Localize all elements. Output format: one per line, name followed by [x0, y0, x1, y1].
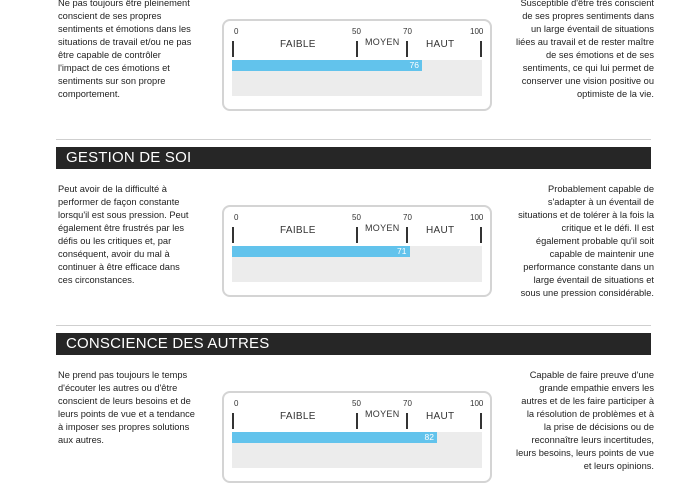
section-title-self-management: GESTION DE SOI [56, 147, 651, 169]
scale-min: 0 [234, 399, 239, 408]
tick-0 [232, 41, 234, 57]
band-label-high: HAUT [426, 225, 455, 236]
text-line: un large éventail de situations [530, 24, 654, 34]
scale-max: 100 [470, 27, 484, 36]
text-line: Susceptible d'être très conscient [520, 0, 654, 8]
scale-min: 0 [234, 27, 239, 36]
text-line: s'adapter à un éventail de [547, 197, 654, 207]
text-line: Probablement capable de [548, 184, 654, 194]
section-3-low-description [58, 369, 218, 447]
band-label-mid: MOYEN [365, 409, 400, 419]
tick-100 [480, 41, 482, 57]
text-line: sentiments sur son propre [58, 76, 166, 86]
text-line: reconnaître leurs incertitudes, [531, 435, 654, 445]
score-bar [232, 432, 437, 443]
section-2-high-description [494, 183, 654, 300]
text-line: sous une pression considérable. [520, 288, 654, 298]
text-line: ces circonstances. [58, 275, 135, 285]
score-bar [232, 246, 410, 257]
tick-50 [356, 413, 358, 429]
band-label-mid: MOYEN [365, 37, 400, 47]
band-label-high: HAUT [426, 411, 455, 422]
band-label-low: FAIBLE [280, 39, 316, 50]
text-line: grande empathie envers les [539, 383, 654, 393]
text-line: comportement. [58, 89, 121, 99]
tick-50 [356, 227, 358, 243]
text-line: Peut avoir de la difficulté à [58, 184, 167, 194]
text-line: conséquent, avoir du mal à [58, 249, 170, 259]
text-line: conscient de leurs besoins et de [58, 396, 191, 406]
tick-100 [480, 413, 482, 429]
scale-mid2: 70 [403, 213, 412, 222]
score-bar [232, 60, 422, 71]
text-line: la résolution de problèmes et à [526, 409, 654, 419]
text-line: sentiments et émotions dans les [58, 24, 191, 34]
scale-mid1: 50 [352, 213, 361, 222]
text-line: lorsqu'il est sous pression. Peut [58, 210, 189, 220]
score-track [232, 432, 482, 468]
text-line: à imposer ses propres solutions [58, 422, 190, 432]
scale-mid1: 50 [352, 27, 361, 36]
section-1-low-description [58, 0, 218, 101]
text-line: situations de travail et/ou ne pas [58, 37, 192, 47]
tick-70 [406, 413, 408, 429]
tick-70 [406, 227, 408, 243]
scale-max: 100 [470, 399, 484, 408]
section-divider [56, 139, 651, 140]
text-line: également probable qu'il soit [535, 236, 654, 246]
text-line: critique et le défi. Il est [561, 223, 654, 233]
tick-0 [232, 413, 234, 429]
text-line: leurs points de vue et a tendance [58, 409, 195, 419]
section-1-high-description [494, 0, 654, 101]
text-line: situations et de tolérer à la fois la [518, 210, 654, 220]
text-line: optimiste de la vie. [577, 89, 654, 99]
score-track [232, 246, 482, 282]
text-line: liées au travail et de rester maître [516, 37, 654, 47]
text-line: de ses émotions et de ses [545, 50, 654, 60]
text-line: et leurs opinions. [583, 461, 654, 471]
score-value: 82 [424, 432, 434, 442]
score-value: 71 [397, 246, 407, 256]
text-line: conscient de ses propres [58, 11, 162, 21]
band-label-high: HAUT [426, 39, 455, 50]
text-line: leurs besoins, leurs points de vue [516, 448, 654, 458]
text-line: l'impact de ces émotions et [58, 63, 170, 73]
text-line: autres et de les faire participer à [521, 396, 654, 406]
text-line: être capable de contrôler [58, 50, 161, 60]
scale-min: 0 [234, 213, 239, 222]
text-line: continuer à être efficace dans [58, 262, 180, 272]
band-label-mid: MOYEN [365, 223, 400, 233]
text-line: défis ou les critiques et, par [58, 236, 172, 246]
text-line: également être frustrés par les [58, 223, 185, 233]
text-line: Ne prend pas toujours le temps [58, 370, 188, 380]
scale-max: 100 [470, 213, 484, 222]
text-line: large éventail de situations et [533, 275, 654, 285]
text-line: conserver une vision positive ou [521, 76, 654, 86]
text-line: d'écouter les autres ou d'être [58, 383, 178, 393]
text-line: la prise de décisions ou de [543, 422, 654, 432]
section-2-low-description [58, 183, 218, 287]
section-3-high-description [494, 369, 654, 473]
text-line: aux autres. [58, 435, 104, 445]
score-track [232, 60, 482, 96]
text-line: performance constante dans un [523, 262, 654, 272]
score-gauge [222, 205, 492, 297]
text-line: capable de maintenir une [549, 249, 654, 259]
band-label-low: FAIBLE [280, 225, 316, 236]
scale-mid1: 50 [352, 399, 361, 408]
tick-0 [232, 227, 234, 243]
text-line: Ne pas toujours être pleinement [58, 0, 190, 8]
section-divider [56, 325, 651, 326]
score-value: 76 [409, 60, 419, 70]
text-line: performer de façon constante [58, 197, 180, 207]
scale-mid2: 70 [403, 399, 412, 408]
scale-mid2: 70 [403, 27, 412, 36]
text-line: de ses propres sentiments dans [522, 11, 654, 21]
score-gauge [222, 391, 492, 483]
band-label-low: FAIBLE [280, 411, 316, 422]
text-line: Capable de faire preuve d'une [529, 370, 654, 380]
tick-100 [480, 227, 482, 243]
tick-50 [356, 41, 358, 57]
text-line: sentiments, ce qui lui permet de [522, 63, 654, 73]
section-title-awareness-of-others: CONSCIENCE DES AUTRES [56, 333, 651, 355]
tick-70 [406, 41, 408, 57]
score-gauge [222, 19, 492, 111]
